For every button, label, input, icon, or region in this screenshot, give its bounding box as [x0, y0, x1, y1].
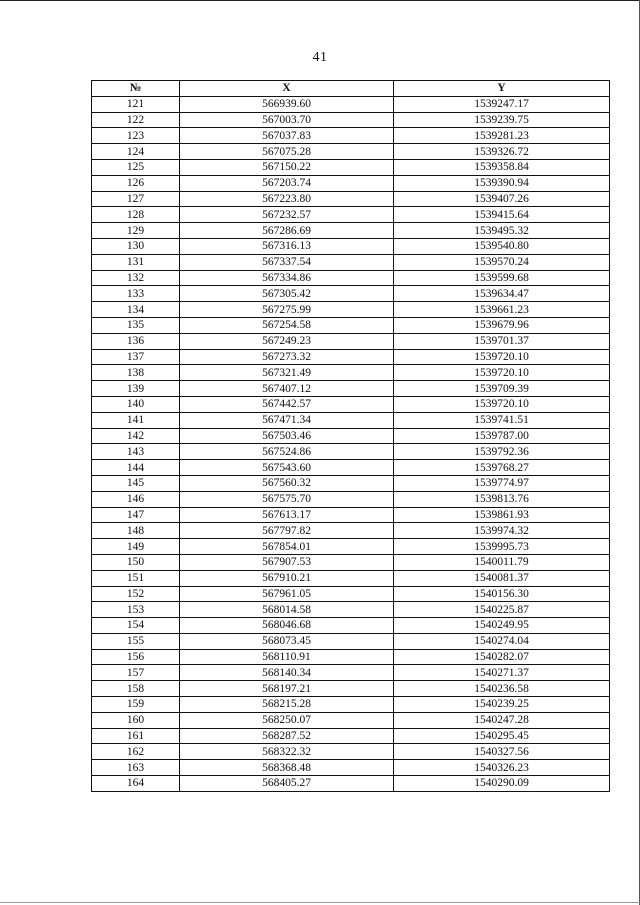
cell-number: 133: [92, 286, 180, 302]
cell-number: 139: [92, 381, 180, 397]
cell-number: 143: [92, 444, 180, 460]
cell-x: 567407.12: [180, 381, 394, 397]
cell-number: 162: [92, 744, 180, 760]
table-row: [92, 191, 610, 207]
cell-y: 1539701.37: [394, 333, 610, 349]
cell-x: 567037.83: [180, 128, 394, 144]
cell-x: 567503.46: [180, 428, 394, 444]
table-row: [92, 302, 610, 318]
table-row: [92, 444, 610, 460]
cell-y: 1539787.00: [394, 428, 610, 444]
cell-y: 1539720.10: [394, 365, 610, 381]
cell-x: 567797.82: [180, 523, 394, 539]
table-row: [92, 207, 610, 223]
cell-x: 568405.27: [180, 776, 394, 792]
table-row: [92, 491, 610, 507]
cell-x: 567075.28: [180, 144, 394, 160]
cell-x: 567961.05: [180, 586, 394, 602]
table-row: [92, 728, 610, 744]
cell-number: 155: [92, 633, 180, 649]
page-number: 41: [312, 50, 328, 65]
cell-x: 567442.57: [180, 396, 394, 412]
cell-number: 163: [92, 760, 180, 776]
cell-number: 140: [92, 396, 180, 412]
table-row: [92, 412, 610, 428]
table-row: [92, 507, 610, 523]
cell-y: 1539407.26: [394, 191, 610, 207]
cell-x: 568250.07: [180, 712, 394, 728]
table-row: [92, 96, 610, 112]
cell-x: 567575.70: [180, 491, 394, 507]
cell-x: 567907.53: [180, 554, 394, 570]
cell-number: 153: [92, 602, 180, 618]
table-row: [92, 238, 610, 254]
cell-number: 131: [92, 254, 180, 270]
table-row: [92, 760, 610, 776]
cell-x: 567560.32: [180, 475, 394, 491]
table-row: [92, 744, 610, 760]
table-row: [92, 270, 610, 286]
cell-number: 141: [92, 412, 180, 428]
cell-x: 568197.21: [180, 681, 394, 697]
cell-y: 1539495.32: [394, 223, 610, 239]
cell-x: 566939.60: [180, 96, 394, 112]
cell-x: 567854.01: [180, 539, 394, 555]
cell-y: 1540239.25: [394, 697, 610, 713]
cell-x: 568368.48: [180, 760, 394, 776]
table-row: [92, 175, 610, 191]
cell-number: 134: [92, 302, 180, 318]
cell-y: 1540282.07: [394, 649, 610, 665]
cell-y: 1539974.32: [394, 523, 610, 539]
cell-y: 1539570.24: [394, 254, 610, 270]
cell-y: 1539661.23: [394, 302, 610, 318]
cell-number: 156: [92, 649, 180, 665]
cell-y: 1539326.72: [394, 144, 610, 160]
cell-y: 1539774.97: [394, 475, 610, 491]
cell-x: 567543.60: [180, 460, 394, 476]
table-row: [92, 317, 610, 333]
cell-y: 1539861.93: [394, 507, 610, 523]
cell-x: 567910.21: [180, 570, 394, 586]
table-row: [92, 112, 610, 128]
cell-x: 568046.68: [180, 618, 394, 634]
cell-y: 1540247.28: [394, 712, 610, 728]
cell-number: 144: [92, 460, 180, 476]
cell-x: 567316.13: [180, 238, 394, 254]
scan-edge-bottom: [0, 902, 640, 903]
cell-y: 1540295.45: [394, 728, 610, 744]
cell-y: 1540274.04: [394, 633, 610, 649]
cell-number: 136: [92, 333, 180, 349]
cell-y: 1540011.79: [394, 554, 610, 570]
table-row: [92, 381, 610, 397]
cell-x: 568073.45: [180, 633, 394, 649]
cell-y: 1539741.51: [394, 412, 610, 428]
table-row: [92, 665, 610, 681]
cell-number: 158: [92, 681, 180, 697]
table-row: [92, 144, 610, 160]
table-row: [92, 349, 610, 365]
coordinates-table: [91, 80, 610, 792]
cell-y: 1540290.09: [394, 776, 610, 792]
cell-x: 567286.69: [180, 223, 394, 239]
cell-y: 1540271.37: [394, 665, 610, 681]
cell-y: 1540327.56: [394, 744, 610, 760]
cell-y: 1539709.39: [394, 381, 610, 397]
table-header-row: [92, 81, 610, 97]
cell-y: 1539390.94: [394, 175, 610, 191]
cell-number: 124: [92, 144, 180, 160]
cell-x: 567613.17: [180, 507, 394, 523]
table-row: [92, 776, 610, 792]
table-row: [92, 365, 610, 381]
cell-y: 1539679.96: [394, 317, 610, 333]
cell-number: 150: [92, 554, 180, 570]
cell-y: 1539247.17: [394, 96, 610, 112]
cell-y: 1539768.27: [394, 460, 610, 476]
cell-x: 567203.74: [180, 175, 394, 191]
cell-number: 146: [92, 491, 180, 507]
table-row: [92, 523, 610, 539]
cell-x: 567471.34: [180, 412, 394, 428]
cell-number: 149: [92, 539, 180, 555]
cell-number: 127: [92, 191, 180, 207]
cell-y: 1540249.95: [394, 618, 610, 634]
cell-number: 132: [92, 270, 180, 286]
header-number: №: [92, 81, 180, 97]
cell-y: 1539358.84: [394, 159, 610, 175]
table-row: [92, 475, 610, 491]
cell-x: 568110.91: [180, 649, 394, 665]
cell-y: 1539599.68: [394, 270, 610, 286]
cell-y: 1539720.10: [394, 349, 610, 365]
table-row: [92, 333, 610, 349]
table-row: [92, 396, 610, 412]
cell-y: 1540236.58: [394, 681, 610, 697]
cell-number: 135: [92, 317, 180, 333]
cell-x: 567232.57: [180, 207, 394, 223]
cell-number: 157: [92, 665, 180, 681]
cell-y: 1539281.23: [394, 128, 610, 144]
cell-y: 1539634.47: [394, 286, 610, 302]
cell-x: 567003.70: [180, 112, 394, 128]
cell-x: 567275.99: [180, 302, 394, 318]
cell-y: 1540156.30: [394, 586, 610, 602]
cell-number: 128: [92, 207, 180, 223]
cell-number: 121: [92, 96, 180, 112]
table-row: [92, 681, 610, 697]
table-row: [92, 633, 610, 649]
cell-y: 1539792.36: [394, 444, 610, 460]
cell-number: 160: [92, 712, 180, 728]
table-row: [92, 539, 610, 555]
cell-x: 567223.80: [180, 191, 394, 207]
table-row: [92, 712, 610, 728]
cell-number: 138: [92, 365, 180, 381]
cell-number: 122: [92, 112, 180, 128]
cell-number: 161: [92, 728, 180, 744]
table-row: [92, 254, 610, 270]
cell-x: 567334.86: [180, 270, 394, 286]
cell-number: 129: [92, 223, 180, 239]
cell-y: 1539239.75: [394, 112, 610, 128]
cell-x: 567321.49: [180, 365, 394, 381]
table-row: [92, 602, 610, 618]
cell-x: 567337.54: [180, 254, 394, 270]
cell-x: 568140.34: [180, 665, 394, 681]
cell-x: 568287.52: [180, 728, 394, 744]
cell-number: 159: [92, 697, 180, 713]
cell-number: 142: [92, 428, 180, 444]
cell-number: 154: [92, 618, 180, 634]
cell-y: 1539415.64: [394, 207, 610, 223]
table-row: [92, 570, 610, 586]
cell-y: 1539720.10: [394, 396, 610, 412]
cell-x: 568322.32: [180, 744, 394, 760]
cell-x: 567254.58: [180, 317, 394, 333]
table-row: [92, 586, 610, 602]
cell-y: 1539995.73: [394, 539, 610, 555]
cell-number: 145: [92, 475, 180, 491]
cell-number: 152: [92, 586, 180, 602]
header-y: Y: [394, 81, 610, 97]
table-row: [92, 618, 610, 634]
table-row: [92, 159, 610, 175]
cell-number: 137: [92, 349, 180, 365]
cell-y: 1540326.23: [394, 760, 610, 776]
table-row: [92, 649, 610, 665]
cell-number: 123: [92, 128, 180, 144]
cell-y: 1539813.76: [394, 491, 610, 507]
scan-edge-top: [0, 0, 640, 1]
table-row: [92, 128, 610, 144]
cell-x: 567150.22: [180, 159, 394, 175]
cell-x: 568215.28: [180, 697, 394, 713]
cell-number: 147: [92, 507, 180, 523]
cell-x: 567273.32: [180, 349, 394, 365]
cell-number: 126: [92, 175, 180, 191]
cell-number: 148: [92, 523, 180, 539]
table-row: [92, 460, 610, 476]
cell-number: 151: [92, 570, 180, 586]
table-row: [92, 697, 610, 713]
cell-y: 1539540.80: [394, 238, 610, 254]
table-row: [92, 223, 610, 239]
table-row: [92, 286, 610, 302]
table-body: [92, 96, 610, 791]
cell-x: 567249.23: [180, 333, 394, 349]
cell-number: 164: [92, 776, 180, 792]
cell-y: 1540081.37: [394, 570, 610, 586]
cell-x: 567305.42: [180, 286, 394, 302]
cell-x: 567524.86: [180, 444, 394, 460]
header-x: X: [180, 81, 394, 97]
cell-number: 125: [92, 159, 180, 175]
cell-x: 568014.58: [180, 602, 394, 618]
cell-y: 1540225.87: [394, 602, 610, 618]
cell-number: 130: [92, 238, 180, 254]
table-row: [92, 428, 610, 444]
table-row: [92, 554, 610, 570]
